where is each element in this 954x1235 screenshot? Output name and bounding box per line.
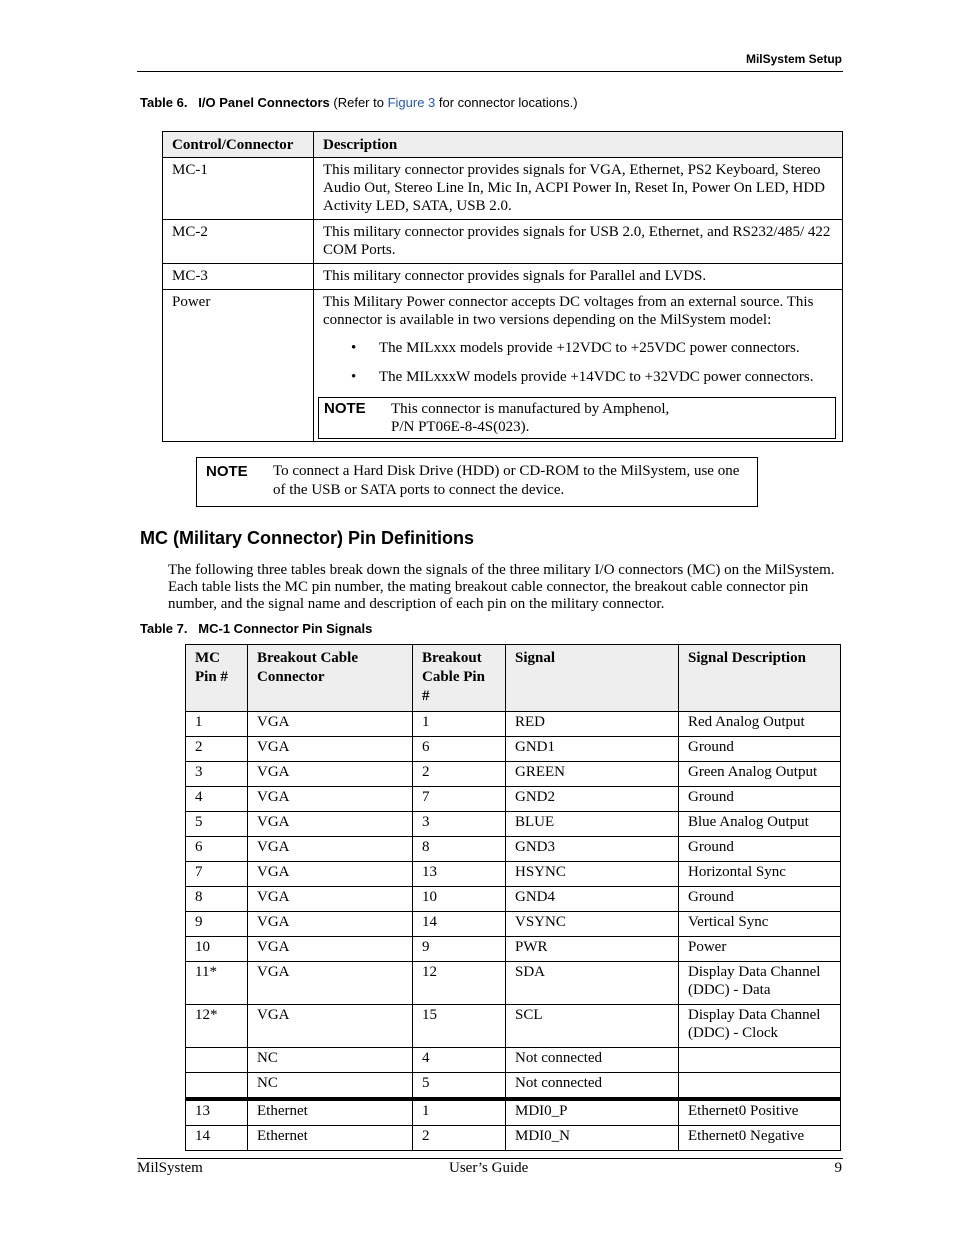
footer-rule: [137, 1158, 843, 1159]
header-line: Breakout Cable: [257, 650, 358, 666]
table-row: [186, 1126, 841, 1151]
table-row: [163, 220, 843, 264]
connector-description: This military connector provides signals for USB 2.0, Ethernet, and RS232/485/ 422 COM Ports.: [314, 220, 843, 264]
mc-pin: 8: [186, 887, 248, 912]
signal-description: Green Analog Output: [679, 762, 841, 787]
signal-description: Horizontal Sync: [679, 862, 841, 887]
header-breakout-pin: [413, 645, 506, 712]
section-paragraph: The following three tables break down the signals of the three military I/O connectors (MC) on the MilSystem. Each table lists the MC pin number, the mating breakout cable connector, the breakout cable connector pin number, and the signal name and description of each pin on the military connector.: [168, 562, 835, 612]
table-row: [186, 762, 841, 787]
breakout-connector: VGA: [248, 937, 413, 962]
table-row: [186, 1073, 841, 1100]
header-line: MC: [195, 650, 220, 666]
breakout-pin: 8: [413, 837, 506, 862]
table-header-row: [186, 645, 841, 712]
signal: SDA: [506, 962, 679, 1005]
breakout-pin: 14: [413, 912, 506, 937]
mc-pin: 2: [186, 737, 248, 762]
table6-caption-pre: (Refer to: [329, 95, 388, 110]
mc-pin: 1: [186, 712, 248, 737]
io-panel-connectors-table: [162, 131, 843, 442]
bullet-text: The MILxxx models provide +12VDC to +25VDC power connectors.: [379, 340, 800, 356]
breakout-connector: VGA: [248, 712, 413, 737]
header-signal: Signal: [506, 645, 679, 712]
power-description: This Military Power connector accepts DC voltages from an external source. This connector is available in two versions depending on the MilSystem model:: [323, 294, 814, 328]
header-mc-pin: [186, 645, 248, 712]
header-description: Description: [314, 132, 843, 158]
breakout-pin: 1: [413, 712, 506, 737]
breakout-connector: VGA: [248, 1005, 413, 1048]
power-note-line: P/N PT06E-8-4S(023).: [391, 419, 530, 435]
header-line: Cable Pin #: [422, 669, 485, 704]
footer-guide: User’s Guide: [449, 1160, 529, 1176]
list-item: [323, 339, 833, 357]
mc-pin: 5: [186, 812, 248, 837]
signal-description: Blue Analog Output: [679, 812, 841, 837]
signal: MDI0_N: [506, 1126, 679, 1151]
breakout-pin: 9: [413, 937, 506, 962]
breakout-pin: 2: [413, 762, 506, 787]
signal-description: Ground: [679, 787, 841, 812]
section-title: MC (Military Connector) Pin Definitions: [140, 528, 475, 548]
signal: GND2: [506, 787, 679, 812]
signal: GND1: [506, 737, 679, 762]
header-line: Breakout: [422, 650, 482, 666]
breakout-connector: VGA: [248, 887, 413, 912]
connector-description: [314, 290, 843, 442]
mc-pin: 11*: [186, 962, 248, 1005]
header-rule: [137, 71, 843, 72]
table-row: [186, 1099, 841, 1126]
signal-description: Ground: [679, 837, 841, 862]
breakout-connector: Ethernet: [248, 1099, 413, 1126]
figure-3-link[interactable]: Figure 3: [387, 95, 436, 110]
signal: GND4: [506, 887, 679, 912]
signal-description: Ground: [679, 737, 841, 762]
signal-description: Ethernet0 Negative: [679, 1126, 841, 1151]
signal: BLUE: [506, 812, 679, 837]
breakout-connector: VGA: [248, 762, 413, 787]
mc1-pin-signals-table: [185, 644, 841, 1151]
signal: HSYNC: [506, 862, 679, 887]
mc-pin: 7: [186, 862, 248, 887]
table6-caption-label: Table 6.: [140, 95, 188, 110]
power-note-text: [391, 400, 669, 436]
connector-description: This military connector provides signals for VGA, Ethernet, PS2 Keyboard, Stereo Audio Out, Stereo Line In, Mic In, ACPI Power In, Reset In, Power On LED, HDD Activity LED, SATA, USB 2.0.: [314, 158, 843, 220]
breakout-connector: Ethernet: [248, 1126, 413, 1151]
header-line: Pin #: [195, 669, 228, 685]
bullet-icon: •: [351, 369, 357, 385]
table-row: [186, 812, 841, 837]
header-breakout-connector: [248, 645, 413, 712]
connector-name: MC-3: [163, 264, 314, 290]
signal-description: Display Data Channel (DDC) - Data: [679, 962, 841, 1005]
table-row: [186, 912, 841, 937]
connector-name: Power: [163, 290, 314, 442]
bullet-text: The MILxxxW models provide +14VDC to +32VDC power connectors.: [379, 369, 814, 385]
breakout-connector: NC: [248, 1048, 413, 1073]
mc-pin: 12*: [186, 1005, 248, 1048]
mc-pin: 13: [186, 1099, 248, 1126]
breakout-connector: VGA: [248, 737, 413, 762]
signal: VSYNC: [506, 912, 679, 937]
breakout-pin: 13: [413, 862, 506, 887]
table-row: [186, 937, 841, 962]
signal: PWR: [506, 937, 679, 962]
power-note-label: NOTE: [324, 400, 366, 417]
signal: RED: [506, 712, 679, 737]
mc-pin: 3: [186, 762, 248, 787]
power-note-line: This connector is manufactured by Amphenol,: [391, 401, 670, 417]
table7-caption-label: Table 7.: [140, 621, 188, 636]
table6-caption-title: I/O Panel Connectors: [198, 95, 330, 110]
table7-caption: [140, 621, 372, 636]
breakout-pin: 7: [413, 787, 506, 812]
header-signal-description: Signal Description: [679, 645, 841, 712]
connector-name: MC-1: [163, 158, 314, 220]
table-row: [186, 1048, 841, 1073]
breakout-connector: VGA: [248, 787, 413, 812]
table-row: [163, 158, 843, 220]
signal: MDI0_P: [506, 1099, 679, 1126]
signal-description: [679, 1073, 841, 1100]
mc-pin: 9: [186, 912, 248, 937]
table-row: [186, 712, 841, 737]
signal-description: Ethernet0 Positive: [679, 1099, 841, 1126]
breakout-connector: VGA: [248, 912, 413, 937]
signal-description: Red Analog Output: [679, 712, 841, 737]
breakout-pin: 3: [413, 812, 506, 837]
list-item: [323, 368, 833, 386]
breakout-connector: VGA: [248, 962, 413, 1005]
table-row: [186, 887, 841, 912]
signal: Not connected: [506, 1073, 679, 1100]
table6-caption-post: for connector locations.): [435, 95, 578, 110]
hdd-note-box: [196, 457, 758, 507]
table-row: [186, 737, 841, 762]
signal-description: Display Data Channel (DDC) - Clock: [679, 1005, 841, 1048]
signal-description: [679, 1048, 841, 1073]
breakout-connector: VGA: [248, 862, 413, 887]
breakout-pin: 5: [413, 1073, 506, 1100]
running-header: MilSystem Setup: [745, 52, 842, 66]
mc-pin: 4: [186, 787, 248, 812]
signal-description: Ground: [679, 887, 841, 912]
connector-name: MC-2: [163, 220, 314, 264]
breakout-pin: 10: [413, 887, 506, 912]
breakout-pin: 1: [413, 1099, 506, 1126]
header-line: Connector: [257, 669, 325, 685]
table-row: [186, 962, 841, 1005]
header-control-connector: Control/Connector: [163, 132, 314, 158]
breakout-pin: 15: [413, 1005, 506, 1048]
table-row: [186, 862, 841, 887]
signal-description: Power: [679, 937, 841, 962]
power-bullet-list: [323, 339, 833, 386]
breakout-pin: 12: [413, 962, 506, 1005]
table-row: [186, 787, 841, 812]
table-row: [186, 837, 841, 862]
table-row: [163, 290, 843, 442]
table-row: [186, 1005, 841, 1048]
signal: GND3: [506, 837, 679, 862]
breakout-connector: VGA: [248, 837, 413, 862]
table7-caption-title: MC-1 Connector Pin Signals: [198, 621, 373, 636]
page-number: 9: [834, 1160, 842, 1176]
hdd-note-label: NOTE: [206, 463, 248, 480]
breakout-connector: VGA: [248, 812, 413, 837]
signal: Not connected: [506, 1048, 679, 1073]
breakout-pin: 2: [413, 1126, 506, 1151]
signal: GREEN: [506, 762, 679, 787]
table-header-row: [163, 132, 843, 158]
bullet-icon: •: [351, 340, 357, 356]
table-row: [163, 264, 843, 290]
mc-pin: [186, 1048, 248, 1073]
breakout-pin: 6: [413, 737, 506, 762]
signal: SCL: [506, 1005, 679, 1048]
mc-pin: 10: [186, 937, 248, 962]
mc-pin: [186, 1073, 248, 1100]
signal-description: Vertical Sync: [679, 912, 841, 937]
power-note: [318, 397, 836, 439]
connector-description: This military connector provides signals for Parallel and LVDS.: [314, 264, 843, 290]
footer-product: MilSystem: [137, 1160, 203, 1176]
hdd-note-text: To connect a Hard Disk Drive (HDD) or CD-ROM to the MilSystem, use one of the USB or SATA ports to connect the device.: [273, 463, 740, 498]
breakout-pin: 4: [413, 1048, 506, 1073]
table6-caption: [140, 95, 578, 110]
mc-pin: 14: [186, 1126, 248, 1151]
mc-pin: 6: [186, 837, 248, 862]
breakout-connector: NC: [248, 1073, 413, 1100]
